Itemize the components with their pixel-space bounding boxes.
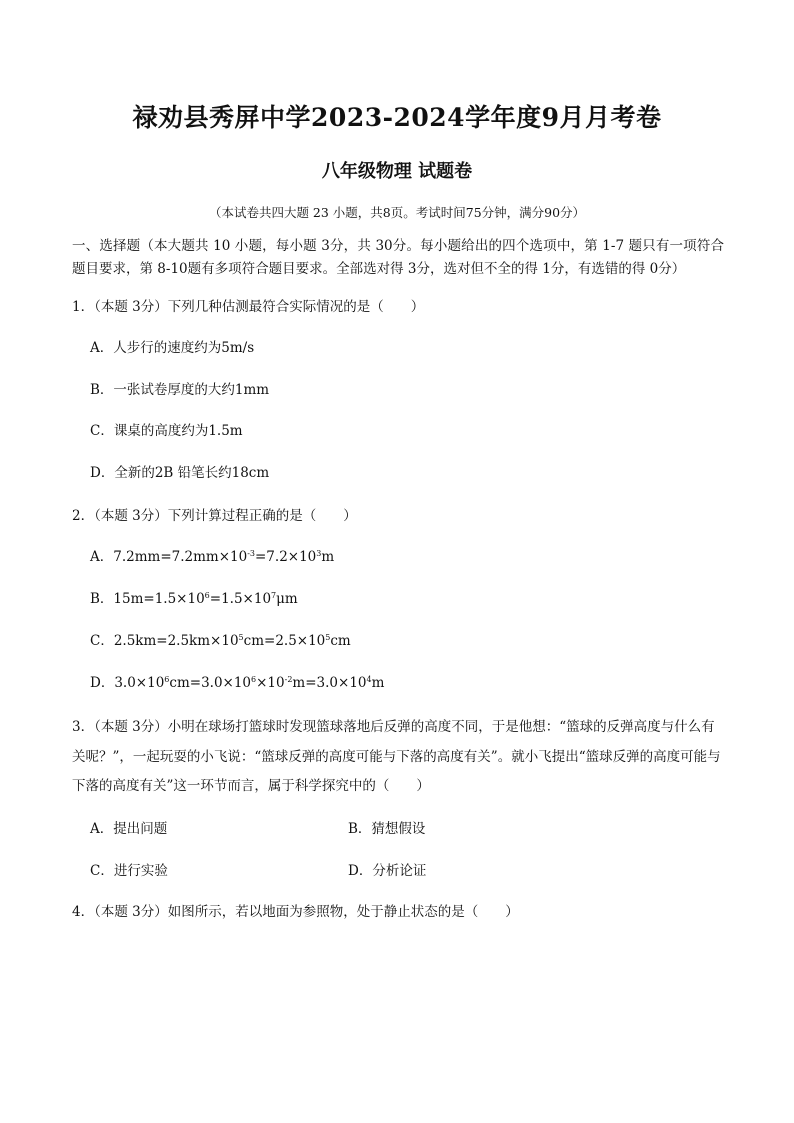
q2b-part1: B．15m=1.5×10 bbox=[90, 591, 205, 607]
question-1-option-b: B．一张试卷厚度的大约1mm bbox=[90, 382, 270, 398]
question-4-stem: 4．（本题 3分）如图所示，若以地面为参照物，处于静止状态的是（ ） bbox=[72, 904, 519, 920]
question-2-stem: 2．（本题 3分）下列计算过程正确的是（ ） bbox=[72, 508, 357, 524]
q2c-exp1: 5 bbox=[238, 633, 244, 642]
section-instructions: 一、选择题（本大题共 10 小题，每小题 3分，共 30分。每小题给出的四个选项中，第 1-7 题只有一项符合题目要求，第 8-10题有多项符合题目要求。全部选对得 3分，选对但不全的得 1分，有选错的得 0分） bbox=[72, 238, 724, 277]
q2d-part5: m bbox=[371, 675, 385, 691]
question-2-option-c bbox=[90, 631, 351, 651]
q2c-part3: cm bbox=[330, 633, 351, 649]
question-3-stem: 3．（本题 3分）小明在球场打篮球时发现篮球落地后反弹的高度不同，于是他想：“篮球的反弹高度与什么有关呢？”，一起玩耍的小飞说：“篮球反弹的高度可能与下落的高度有关”。就小飞提出“篮球反弹的高度可能与下落的高度有关”这一环节而言，属于科学探究中的（ ） bbox=[72, 719, 721, 794]
q2d-exp2: 6 bbox=[251, 675, 257, 684]
question-1-option-a: A．人步行的速度约为5m/s bbox=[90, 340, 255, 356]
q2c-exp2: 5 bbox=[325, 633, 331, 642]
q2a-part3: m bbox=[321, 549, 335, 565]
exam-title: 禄劝县秀屏中学2023-2024学年度9月月考卷 bbox=[132, 103, 662, 132]
question-2-option-a bbox=[90, 547, 334, 567]
q2c-part2: cm=2.5×10 bbox=[243, 633, 326, 649]
exam-subtitle: 八年级物理 试题卷 bbox=[321, 161, 473, 182]
exam-note: （本试卷共四大题 23 小题，共8页。考试时间75分钟，满分90分） bbox=[208, 205, 586, 220]
q2a-part2: =7.2×10 bbox=[255, 549, 317, 565]
q2b-exp1: 6 bbox=[204, 591, 210, 600]
q2a-exp1: -3 bbox=[247, 549, 255, 558]
q2b-part3: μm bbox=[276, 591, 298, 607]
q2d-exp4: 4 bbox=[366, 675, 372, 684]
q2d-part4: m=3.0×10 bbox=[292, 675, 367, 691]
q2c-part1: C．2.5km=2.5km×10 bbox=[90, 633, 239, 649]
q2d-part1: D．3.0×10 bbox=[90, 675, 165, 691]
question-2-option-b bbox=[90, 589, 298, 609]
question-1-option-d: D．全新的2B 铅笔长约18cm bbox=[90, 465, 270, 481]
question-3-option-b: B．猜想假设 bbox=[348, 821, 426, 837]
question-1-option-c: C．课桌的高度约为1.5m bbox=[90, 423, 243, 439]
q2d-exp1: 6 bbox=[164, 675, 170, 684]
q2d-exp3: -2 bbox=[284, 675, 293, 684]
q2a-exp2: 3 bbox=[316, 549, 322, 558]
question-3-option-a: A．提出问题 bbox=[90, 821, 168, 837]
q2d-part3: ×10 bbox=[256, 675, 285, 691]
q2a-part1: A．7.2mm=7.2mm×10 bbox=[90, 549, 248, 565]
q2b-part2: =1.5×10 bbox=[209, 591, 272, 607]
question-2-option-d bbox=[90, 673, 384, 693]
q2b-exp2: 7 bbox=[271, 591, 277, 600]
question-1-stem: 1．（本题 3分）下列几种估测最符合实际情况的是（ ） bbox=[72, 299, 425, 315]
q2d-part2: cm=3.0×10 bbox=[169, 675, 252, 691]
question-3-option-c: C．进行实验 bbox=[90, 863, 168, 879]
question-3-option-d: D．分析论证 bbox=[348, 863, 427, 879]
